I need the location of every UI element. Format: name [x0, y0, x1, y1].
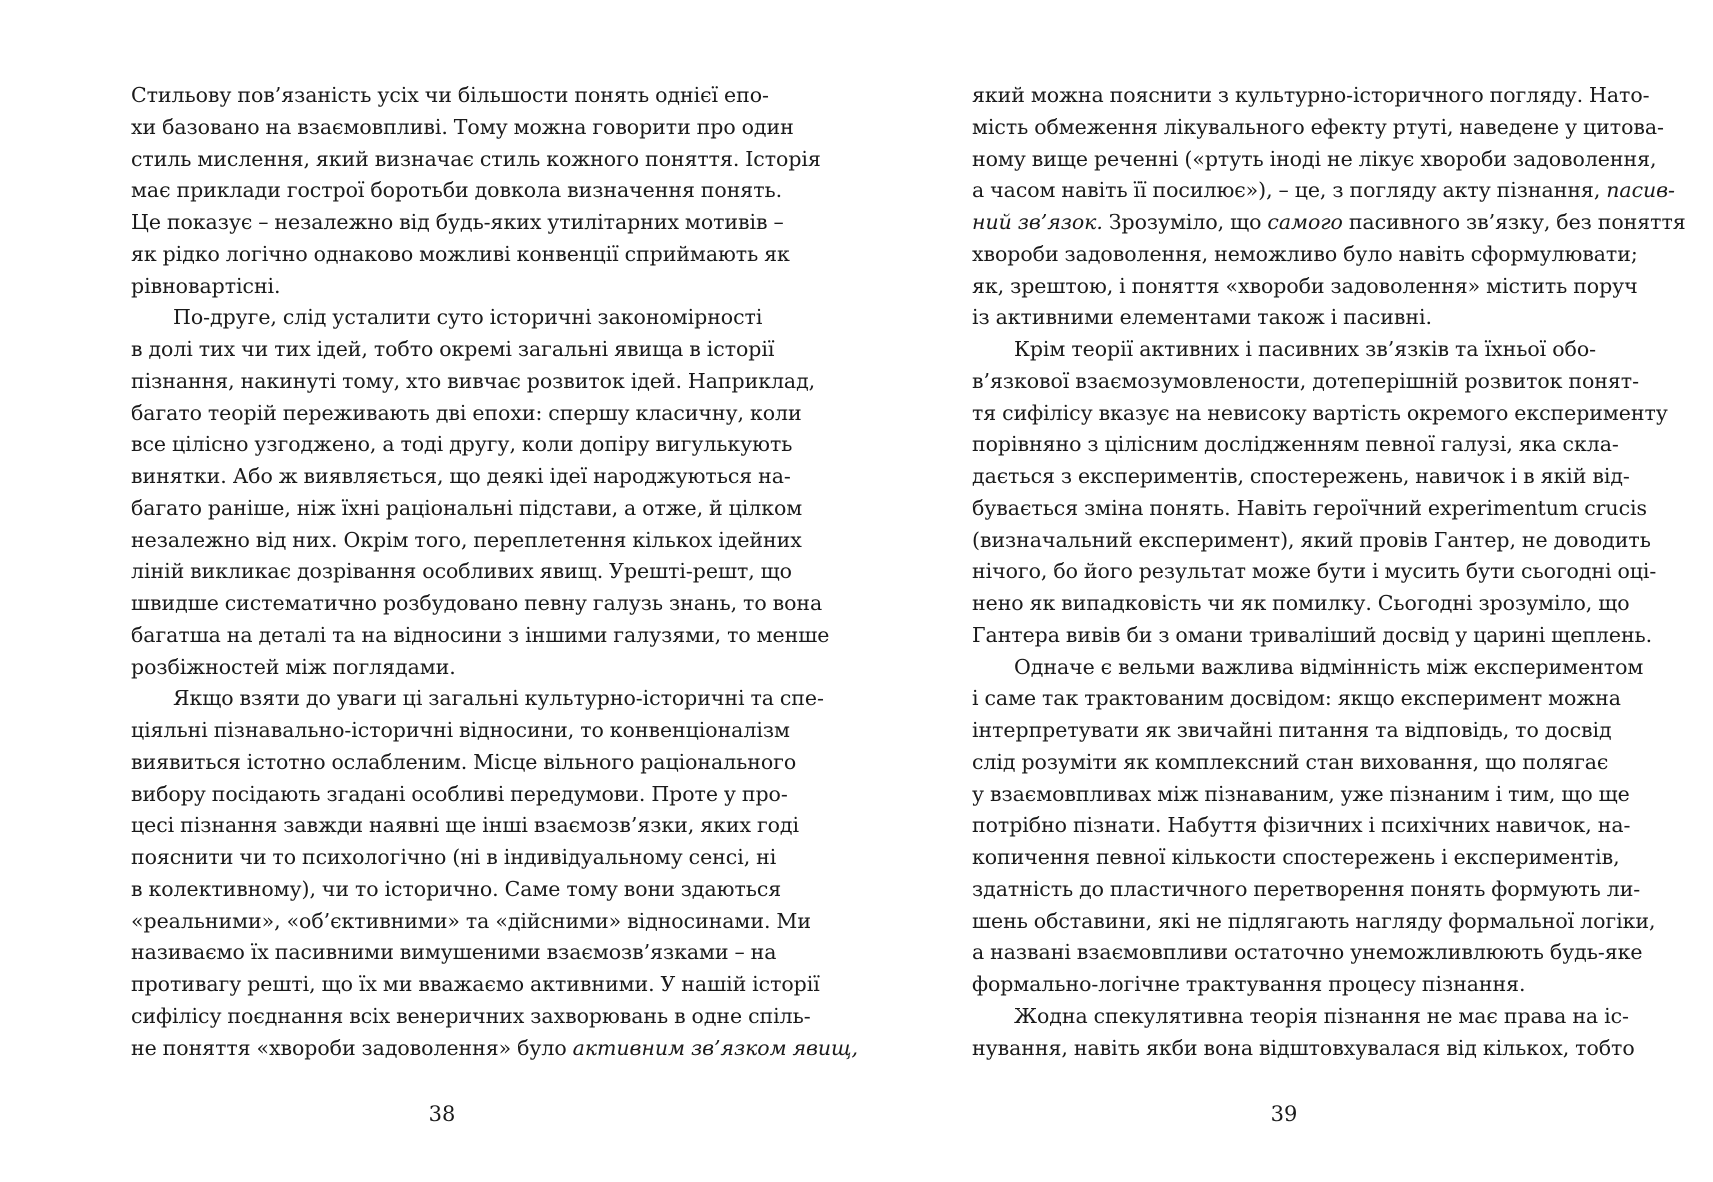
text-line: хи базовано на взаємовпливі. Тому можна говорити про один [131, 114, 794, 139]
text-line: багатша на деталі та на відносини з іншими галузями, то менше [131, 622, 830, 647]
text-line [972, 175, 1675, 207]
text-line: незалежно від них. Окрім того, переплетення кількох ідейних [131, 527, 802, 552]
page-number-right: 39 [1270, 1102, 1298, 1126]
text-line: здатність до пластичного перетворення понять формують ли- [972, 876, 1641, 901]
italic-text: пасив- [1606, 178, 1675, 203]
text-line: в долі тих чи тих ідей, тобто окремі загальні явища в історії [131, 337, 775, 361]
text-line: порівняно з цілісним дослідженням певної галузі, яка скла- [972, 432, 1619, 457]
text-line: називаємо їх пасивними вимушеними взаємозв’язками – на [131, 940, 777, 965]
text-line: потрібно пізнати. Набуття фізичних і психічних навичок, на- [972, 813, 1631, 838]
text-line: нічого, бо його результат може бути і мусить бути сьогодні оці- [972, 559, 1657, 584]
text-line: шень обставини, які не підлягають нагляду формальної логіки, [972, 908, 1656, 933]
text-line: формально-логічне трактування процесу пізнання. [972, 972, 1526, 996]
text-line: «реальними», «об’єктивними» та «дійсними» відносинами. Ми [131, 908, 811, 933]
text-segment: а часом навіть її посилює»), – це, з погляду акту пізнання, [972, 178, 1601, 203]
text-segment: Зрозуміло, що [1108, 210, 1262, 234]
text-line: копичення певної кількости спостережень і експериментів, [972, 845, 1620, 869]
text-line: пізнання, накинуті тому, хто вивчає розвиток ідей. Наприклад, [131, 368, 816, 393]
italic-text: самого [1267, 210, 1343, 234]
text-line: багато раніше, ніж їхні раціональні підстави, а отже, й цілком [131, 495, 803, 520]
text-segment: не поняття «хвороби задоволення» було [131, 1035, 567, 1060]
text-line: тя сифілісу вказує на невисоку вартість окремого експерименту [972, 400, 1668, 425]
text-line: в колективному), чи то історично. Саме тому вони здаються [131, 876, 782, 901]
text-line: ціяльні пізнавально-історичні відносини, то конвенціоналізм [131, 718, 790, 742]
page-number-left: 38 [428, 1102, 456, 1126]
text-line [131, 1033, 858, 1065]
text-line: інтерпретувати як звичайні питання та відповідь, то досвід [972, 718, 1612, 742]
text-line: все цілісно узгоджено, а тоді другу, коли допіру вигулькують [131, 432, 793, 457]
left-page [131, 80, 858, 1064]
text-line: нено як випадковість чи як помилку. Сьогодні зрозуміло, що [972, 591, 1630, 615]
text-line: противагу решті, що їх ми вважаємо активними. У нашій історії [131, 972, 820, 996]
text-line: вибору посідають згадані особливі передумови. Проте у про- [131, 781, 788, 806]
italic-text: ний зв’язок. [972, 210, 1103, 234]
text-line: ліній викликає дозрівання особливих явищ. Урешті-решт, що [131, 559, 792, 584]
text-line: а названі взаємовпливи остаточно унеможливлюють будь-яке [972, 940, 1643, 965]
text-line: має приклади гострої боротьби довкола визначення понять. [131, 178, 783, 203]
text-line: хвороби задоволення, неможливо було навіть сформулювати; [972, 241, 1638, 266]
text-line: Це показує – незалежно від будь-яких утилітарних мотивів – [131, 210, 784, 234]
text-line: в’язкової взаємозумовлености, дотеперішній розвиток понят- [972, 368, 1639, 393]
text-line: Крім теорії активних і пасивних зв’язків та їхньої обо- [1014, 337, 1596, 361]
text-line: багато теорій переживають дві епохи: спершу класичну, коли [131, 400, 802, 425]
text-line: бувається зміна понять. Навіть героїчний experimentum crucis [972, 495, 1647, 520]
text-line: слід розуміти як комплексний стан виховання, що полягає [972, 749, 1609, 774]
text-line: із активними елементами також і пасивні. [972, 305, 1432, 330]
text-line: як, зрештою, і поняття «хвороби задоволення» містить поруч [972, 273, 1638, 298]
text-line: мість обмеження лікувального ефекту ртуті, наведене у цитова- [972, 114, 1664, 139]
text-line: стиль мислення, який визначає стиль кожного поняття. Історія [131, 146, 821, 171]
text-line: який можна пояснити з культурно-історичного погляду. Нато- [972, 83, 1650, 107]
text-line: Одначе є вельми важлива відмінність між експериментом [1014, 654, 1644, 679]
right-page [972, 80, 1686, 1064]
text-line: Стильову пов’язаність усіх чи більшости понять однієї епо- [131, 83, 769, 107]
text-line: Жодна спекулятивна теорія пізнання не має права на іс- [1014, 1003, 1629, 1028]
text-line: Якщо взяти до уваги ці загальні культурно-історичні та спе- [173, 686, 824, 711]
text-segment: пасивного зв’язку, без поняття [1348, 210, 1686, 234]
text-line: цесі пізнання завжди наявні ще інші взаємозв’язки, яких годі [131, 813, 800, 838]
text-line: нування, навіть якби вона відштовхувалася від кількох, тобто [972, 1035, 1635, 1060]
text-line [972, 207, 1686, 239]
text-line: у взаємовпливах між пізнаваним, уже пізнаним і тим, що ще [972, 781, 1630, 806]
text-line: і саме так трактованим досвідом: якщо експеримент можна [972, 686, 1621, 711]
text-line: Гантера вивів би з омани триваліший досвід у царині щеплень. [972, 622, 1653, 647]
italic-text: активним зв’язком явищ, [572, 1035, 858, 1060]
text-line: (визначальний експеримент), який провів Гантер, не доводить [972, 527, 1651, 552]
text-line: винятки. Або ж виявляється, що деякі ідеї народжуються на- [131, 464, 791, 488]
text-line: ному вище реченні («ртуть іноді не лікує хвороби задоволення, [972, 146, 1657, 171]
text-line: як рідко логічно однаково можливі конвенції сприймають як [131, 241, 790, 266]
text-line: швидше систематично розбудовано певну галузь знань, то вона [131, 591, 823, 615]
text-line: По-друге, слід усталити суто історичні закономірності [173, 305, 763, 330]
text-line: пояснити чи то психологічно (ні в індивідуальному сенсі, ні [131, 845, 777, 869]
text-line: сифілісу поєднання всіх венеричних захворювань в одне спіль- [131, 1003, 811, 1028]
text-line: рівновартісні. [131, 273, 281, 298]
text-line: виявиться істотно ослабленим. Місце вільного раціонального [131, 749, 797, 774]
text-line: дається з експериментів, спостережень, навичок і в якій від- [972, 464, 1630, 488]
text-line: розбіжностей між поглядами. [131, 654, 456, 679]
